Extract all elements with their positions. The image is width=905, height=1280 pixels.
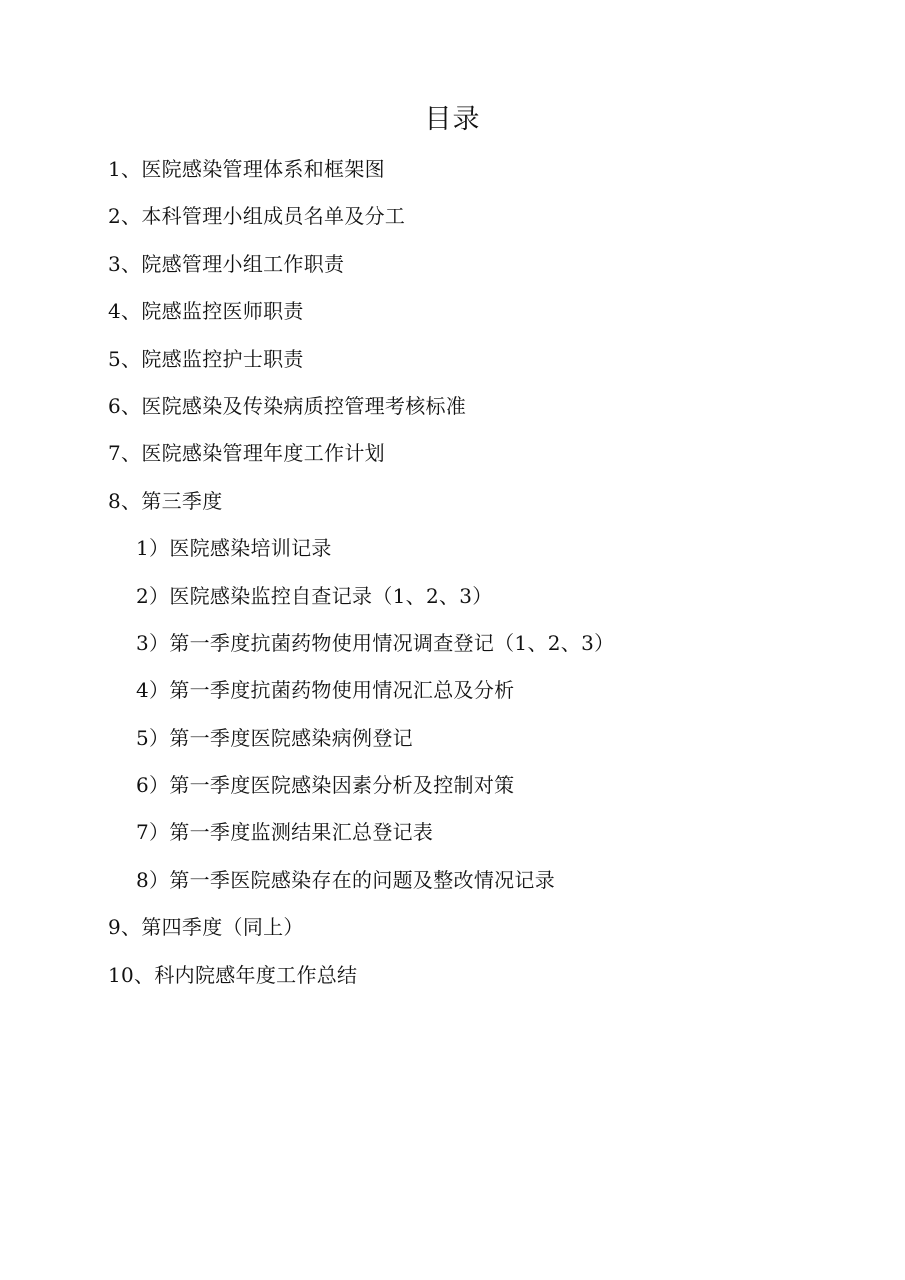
toc-subitem: 3）第一季度抗菌药物使用情况调查登记（1、2、3）	[136, 630, 615, 655]
page-title: 目录	[424, 104, 481, 135]
toc-item: 8、第三季度	[108, 488, 223, 513]
toc-subitem: 4）第一季度抗菌药物使用情况汇总及分析	[136, 678, 515, 703]
toc-subitem: 8）第一季医院感染存在的问题及整改情况记录	[136, 867, 556, 892]
toc-item: 5、院感监控护士职责	[108, 346, 304, 371]
toc-item: 6、医院感染及传染病质控管理考核标准	[108, 393, 467, 418]
toc-subitem: 2）医院感染监控自查记录（1、2、3）	[136, 583, 493, 608]
toc-subitem: 7）第一季度监测结果汇总登记表	[136, 820, 434, 845]
toc-item: 1、医院感染管理体系和框架图	[108, 157, 385, 181]
toc-item: 10、科内院感年度工作总结	[108, 962, 358, 987]
toc-item: 7、医院感染管理年度工作计划	[108, 441, 385, 466]
toc-item: 3、院感管理小组工作职责	[108, 251, 345, 276]
toc-subitem: 6）第一季度医院感染因素分析及控制对策	[136, 773, 515, 798]
toc-item: 4、院感监控医师职责	[108, 299, 304, 324]
table-of-contents	[108, 150, 848, 1003]
toc-item: 9、第四季度（同上）	[108, 915, 304, 940]
toc-subitem: 5）第一季度医院感染病例登记	[136, 725, 413, 750]
toc-item: 2、本科管理小组成员名单及分工	[108, 204, 406, 229]
toc-subitem: 1）医院感染培训记录	[136, 536, 332, 561]
